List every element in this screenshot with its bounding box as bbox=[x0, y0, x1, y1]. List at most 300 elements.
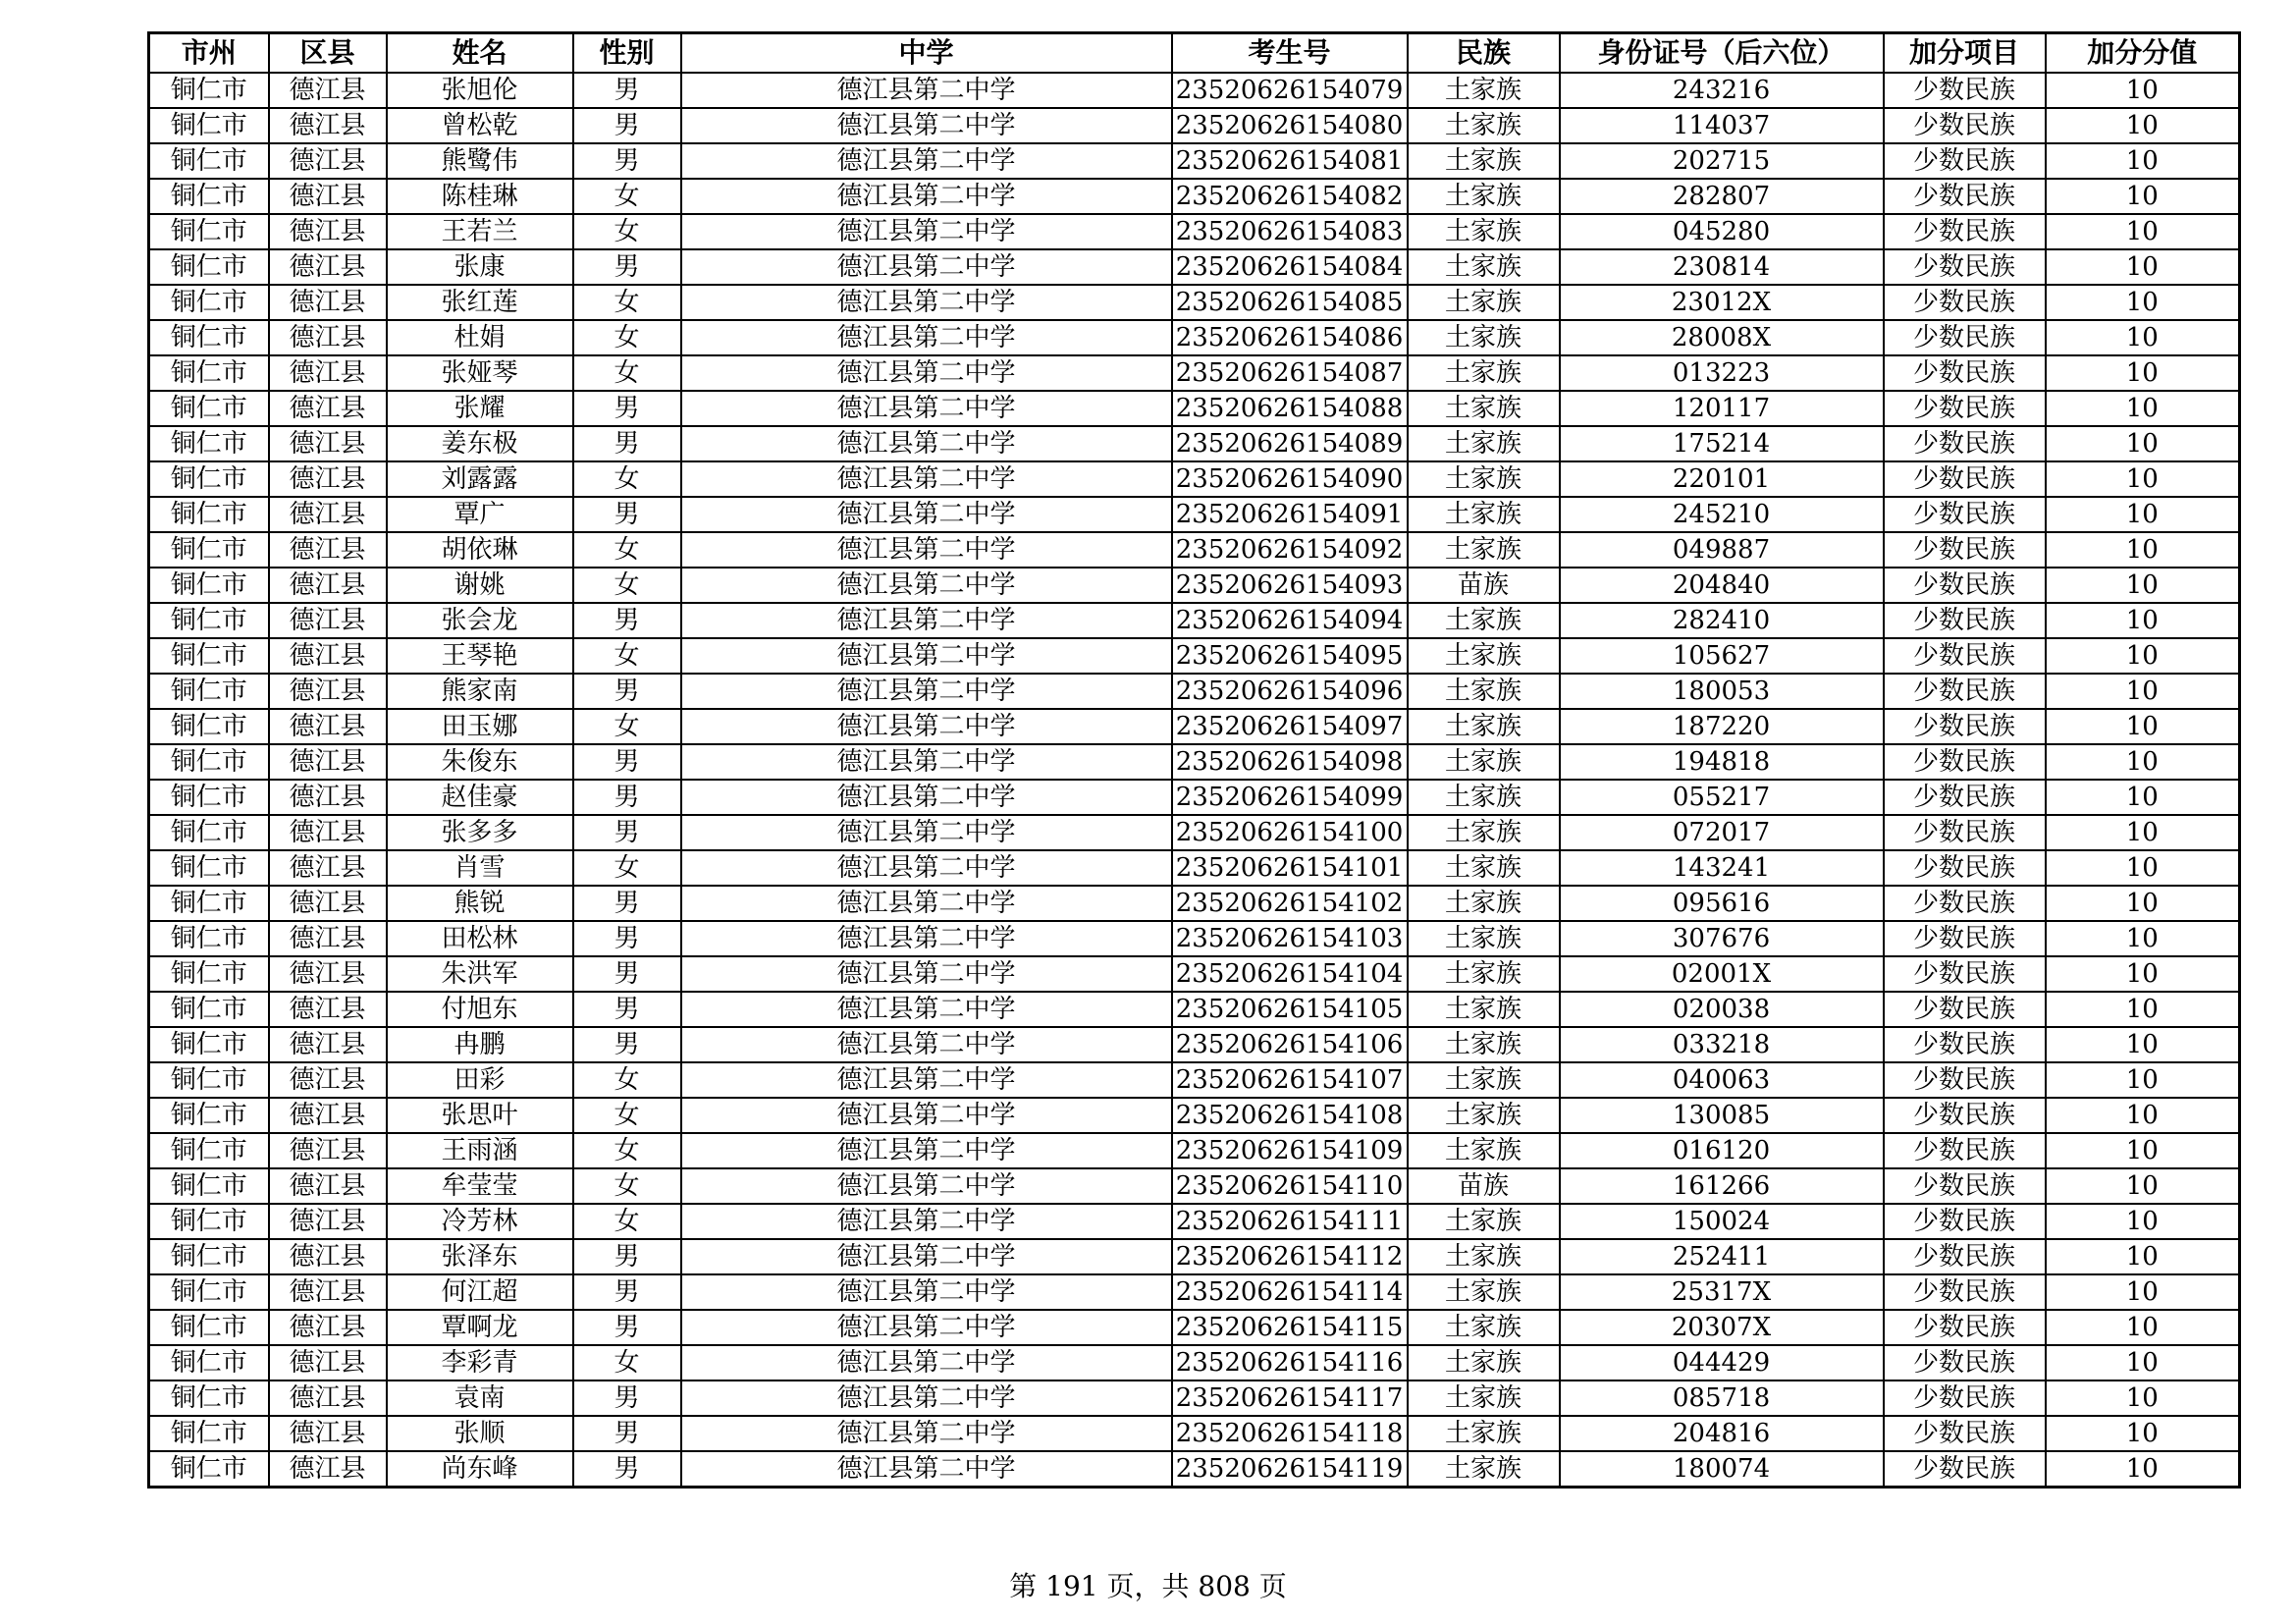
cell-name: 张旭伦 bbox=[387, 73, 573, 108]
cell-name: 杜娟 bbox=[387, 320, 573, 355]
cell-bonus-item: 少数民族 bbox=[1884, 497, 2046, 532]
cell-exam-number: 23520626154091 bbox=[1172, 497, 1408, 532]
cell-ethnicity: 土家族 bbox=[1408, 780, 1560, 815]
header-row bbox=[149, 33, 2240, 74]
cell-gender: 女 bbox=[573, 214, 681, 249]
cell-name: 田彩 bbox=[387, 1062, 573, 1098]
cell-county: 德江县 bbox=[269, 1062, 387, 1098]
header-city: 市州 bbox=[149, 33, 269, 74]
cell-city: 铜仁市 bbox=[149, 638, 269, 674]
cell-ethnicity: 土家族 bbox=[1408, 1380, 1560, 1416]
cell-id-last-six: 072017 bbox=[1560, 815, 1884, 850]
cell-county: 德江县 bbox=[269, 1345, 387, 1380]
cell-county: 德江县 bbox=[269, 143, 387, 179]
cell-bonus-item: 少数民族 bbox=[1884, 461, 2046, 497]
cell-city: 铜仁市 bbox=[149, 320, 269, 355]
cell-city: 铜仁市 bbox=[149, 1062, 269, 1098]
cell-id-last-six: 180053 bbox=[1560, 674, 1884, 709]
table-row bbox=[149, 992, 2240, 1027]
cell-ethnicity: 土家族 bbox=[1408, 674, 1560, 709]
cell-gender: 男 bbox=[573, 744, 681, 780]
cell-gender: 男 bbox=[573, 1416, 681, 1451]
table-row bbox=[149, 780, 2240, 815]
cell-school: 德江县第二中学 bbox=[681, 214, 1172, 249]
cell-city: 铜仁市 bbox=[149, 1380, 269, 1416]
cell-school: 德江县第二中学 bbox=[681, 1098, 1172, 1133]
cell-exam-number: 23520626154093 bbox=[1172, 568, 1408, 603]
cell-bonus-value: 10 bbox=[2046, 744, 2240, 780]
cell-bonus-value: 10 bbox=[2046, 1345, 2240, 1380]
cell-county: 德江县 bbox=[269, 744, 387, 780]
cell-city: 铜仁市 bbox=[149, 1239, 269, 1274]
cell-county: 德江县 bbox=[269, 391, 387, 426]
cell-id-last-six: 055217 bbox=[1560, 780, 1884, 815]
cell-id-last-six: 095616 bbox=[1560, 886, 1884, 921]
cell-id-last-six: 013223 bbox=[1560, 355, 1884, 391]
cell-exam-number: 23520626154104 bbox=[1172, 956, 1408, 992]
cell-id-last-six: 204840 bbox=[1560, 568, 1884, 603]
header-name: 姓名 bbox=[387, 33, 573, 74]
cell-bonus-item: 少数民族 bbox=[1884, 921, 2046, 956]
cell-school: 德江县第二中学 bbox=[681, 744, 1172, 780]
cell-ethnicity: 土家族 bbox=[1408, 355, 1560, 391]
cell-name: 熊鹭伟 bbox=[387, 143, 573, 179]
cell-gender: 男 bbox=[573, 497, 681, 532]
header-school: 中学 bbox=[681, 33, 1172, 74]
cell-id-last-six: 252411 bbox=[1560, 1239, 1884, 1274]
cell-bonus-item: 少数民族 bbox=[1884, 1345, 2046, 1380]
cell-city: 铜仁市 bbox=[149, 886, 269, 921]
cell-ethnicity: 土家族 bbox=[1408, 1274, 1560, 1310]
cell-id-last-six: 230814 bbox=[1560, 249, 1884, 285]
table-row bbox=[149, 179, 2240, 214]
cell-gender: 女 bbox=[573, 568, 681, 603]
cell-bonus-value: 10 bbox=[2046, 603, 2240, 638]
cell-city: 铜仁市 bbox=[149, 214, 269, 249]
cell-school: 德江县第二中学 bbox=[681, 1310, 1172, 1345]
cell-county: 德江县 bbox=[269, 956, 387, 992]
cell-bonus-value: 10 bbox=[2046, 886, 2240, 921]
cell-bonus-item: 少数民族 bbox=[1884, 1062, 2046, 1098]
cell-ethnicity: 土家族 bbox=[1408, 638, 1560, 674]
cell-bonus-value: 10 bbox=[2046, 709, 2240, 744]
cell-school: 德江县第二中学 bbox=[681, 568, 1172, 603]
cell-bonus-item: 少数民族 bbox=[1884, 249, 2046, 285]
header-gender: 性别 bbox=[573, 33, 681, 74]
cell-school: 德江县第二中学 bbox=[681, 143, 1172, 179]
cell-city: 铜仁市 bbox=[149, 815, 269, 850]
cell-id-last-six: 282410 bbox=[1560, 603, 1884, 638]
cell-name: 张耀 bbox=[387, 391, 573, 426]
table-row bbox=[149, 1451, 2240, 1488]
cell-id-last-six: 085718 bbox=[1560, 1380, 1884, 1416]
cell-school: 德江县第二中学 bbox=[681, 1380, 1172, 1416]
cell-city: 铜仁市 bbox=[149, 1027, 269, 1062]
cell-gender: 男 bbox=[573, 780, 681, 815]
cell-bonus-value: 10 bbox=[2046, 426, 2240, 461]
cell-gender: 男 bbox=[573, 73, 681, 108]
cell-ethnicity: 土家族 bbox=[1408, 1345, 1560, 1380]
cell-name: 朱俊东 bbox=[387, 744, 573, 780]
cell-name: 张会龙 bbox=[387, 603, 573, 638]
cell-county: 德江县 bbox=[269, 992, 387, 1027]
cell-school: 德江县第二中学 bbox=[681, 249, 1172, 285]
cell-gender: 男 bbox=[573, 886, 681, 921]
cell-bonus-value: 10 bbox=[2046, 1416, 2240, 1451]
cell-county: 德江县 bbox=[269, 1451, 387, 1488]
header-exam-number: 考生号 bbox=[1172, 33, 1408, 74]
cell-name: 付旭东 bbox=[387, 992, 573, 1027]
table-row bbox=[149, 1062, 2240, 1098]
cell-school: 德江县第二中学 bbox=[681, 355, 1172, 391]
cell-county: 德江县 bbox=[269, 1310, 387, 1345]
cell-id-last-six: 23012X bbox=[1560, 285, 1884, 320]
cell-bonus-item: 少数民族 bbox=[1884, 355, 2046, 391]
cell-name: 熊家南 bbox=[387, 674, 573, 709]
cell-school: 德江县第二中学 bbox=[681, 1239, 1172, 1274]
cell-school: 德江县第二中学 bbox=[681, 921, 1172, 956]
cell-city: 铜仁市 bbox=[149, 179, 269, 214]
cell-name: 赵佳豪 bbox=[387, 780, 573, 815]
cell-county: 德江县 bbox=[269, 1098, 387, 1133]
cell-id-last-six: 020038 bbox=[1560, 992, 1884, 1027]
cell-gender: 女 bbox=[573, 638, 681, 674]
cell-id-last-six: 040063 bbox=[1560, 1062, 1884, 1098]
cell-gender: 男 bbox=[573, 108, 681, 143]
cell-exam-number: 23520626154088 bbox=[1172, 391, 1408, 426]
cell-bonus-item: 少数民族 bbox=[1884, 886, 2046, 921]
cell-county: 德江县 bbox=[269, 780, 387, 815]
cell-bonus-item: 少数民族 bbox=[1884, 426, 2046, 461]
cell-exam-number: 23520626154115 bbox=[1172, 1310, 1408, 1345]
cell-ethnicity: 土家族 bbox=[1408, 214, 1560, 249]
cell-county: 德江县 bbox=[269, 638, 387, 674]
cell-gender: 女 bbox=[573, 461, 681, 497]
cell-bonus-item: 少数民族 bbox=[1884, 780, 2046, 815]
cell-gender: 男 bbox=[573, 815, 681, 850]
cell-name: 覃啊龙 bbox=[387, 1310, 573, 1345]
cell-id-last-six: 045280 bbox=[1560, 214, 1884, 249]
cell-bonus-item: 少数民族 bbox=[1884, 73, 2046, 108]
cell-bonus-item: 少数民族 bbox=[1884, 1416, 2046, 1451]
cell-exam-number: 23520626154107 bbox=[1172, 1062, 1408, 1098]
cell-bonus-item: 少数民族 bbox=[1884, 1098, 2046, 1133]
cell-exam-number: 23520626154095 bbox=[1172, 638, 1408, 674]
cell-exam-number: 23520626154117 bbox=[1172, 1380, 1408, 1416]
table-row bbox=[149, 1310, 2240, 1345]
cell-school: 德江县第二中学 bbox=[681, 638, 1172, 674]
cell-county: 德江县 bbox=[269, 921, 387, 956]
cell-gender: 男 bbox=[573, 992, 681, 1027]
cell-ethnicity: 土家族 bbox=[1408, 108, 1560, 143]
cell-county: 德江县 bbox=[269, 426, 387, 461]
cell-county: 德江县 bbox=[269, 73, 387, 108]
cell-name: 肖雪 bbox=[387, 850, 573, 886]
cell-ethnicity: 土家族 bbox=[1408, 603, 1560, 638]
cell-id-last-six: 105627 bbox=[1560, 638, 1884, 674]
cell-bonus-item: 少数民族 bbox=[1884, 143, 2046, 179]
header-county: 区县 bbox=[269, 33, 387, 74]
table-row bbox=[149, 921, 2240, 956]
cell-ethnicity: 土家族 bbox=[1408, 1098, 1560, 1133]
cell-city: 铜仁市 bbox=[149, 355, 269, 391]
cell-county: 德江县 bbox=[269, 320, 387, 355]
cell-exam-number: 23520626154114 bbox=[1172, 1274, 1408, 1310]
cell-city: 铜仁市 bbox=[149, 108, 269, 143]
cell-ethnicity: 土家族 bbox=[1408, 850, 1560, 886]
table-row bbox=[149, 1345, 2240, 1380]
table-body bbox=[149, 73, 2240, 1488]
cell-county: 德江县 bbox=[269, 850, 387, 886]
cell-gender: 男 bbox=[573, 143, 681, 179]
cell-county: 德江县 bbox=[269, 497, 387, 532]
cell-city: 铜仁市 bbox=[149, 1416, 269, 1451]
cell-gender: 女 bbox=[573, 320, 681, 355]
table-row bbox=[149, 1380, 2240, 1416]
cell-bonus-value: 10 bbox=[2046, 815, 2240, 850]
cell-name: 张娅琴 bbox=[387, 355, 573, 391]
cell-gender: 女 bbox=[573, 1345, 681, 1380]
cell-name: 袁南 bbox=[387, 1380, 573, 1416]
cell-exam-number: 23520626154111 bbox=[1172, 1204, 1408, 1239]
cell-bonus-item: 少数民族 bbox=[1884, 1133, 2046, 1168]
table-row bbox=[149, 1098, 2240, 1133]
cell-id-last-six: 245210 bbox=[1560, 497, 1884, 532]
cell-bonus-value: 10 bbox=[2046, 921, 2240, 956]
cell-city: 铜仁市 bbox=[149, 1345, 269, 1380]
cell-ethnicity: 土家族 bbox=[1408, 391, 1560, 426]
cell-school: 德江县第二中学 bbox=[681, 850, 1172, 886]
cell-bonus-value: 10 bbox=[2046, 850, 2240, 886]
cell-city: 铜仁市 bbox=[149, 568, 269, 603]
page-number: 第 191 页，共 808 页 bbox=[1009, 1570, 1287, 1602]
cell-ethnicity: 土家族 bbox=[1408, 497, 1560, 532]
cell-exam-number: 23520626154108 bbox=[1172, 1098, 1408, 1133]
cell-gender: 男 bbox=[573, 603, 681, 638]
cell-bonus-value: 10 bbox=[2046, 1239, 2240, 1274]
cell-gender: 女 bbox=[573, 1168, 681, 1204]
cell-county: 德江县 bbox=[269, 603, 387, 638]
cell-bonus-value: 10 bbox=[2046, 1062, 2240, 1098]
cell-bonus-item: 少数民族 bbox=[1884, 1451, 2046, 1488]
table-row bbox=[149, 568, 2240, 603]
cell-name: 张康 bbox=[387, 249, 573, 285]
cell-ethnicity: 土家族 bbox=[1408, 532, 1560, 568]
cell-school: 德江县第二中学 bbox=[681, 674, 1172, 709]
cell-id-last-six: 194818 bbox=[1560, 744, 1884, 780]
cell-bonus-value: 10 bbox=[2046, 143, 2240, 179]
cell-bonus-value: 10 bbox=[2046, 497, 2240, 532]
cell-city: 铜仁市 bbox=[149, 532, 269, 568]
cell-name: 王琴艳 bbox=[387, 638, 573, 674]
cell-bonus-item: 少数民族 bbox=[1884, 320, 2046, 355]
cell-ethnicity: 土家族 bbox=[1408, 1310, 1560, 1345]
cell-county: 德江县 bbox=[269, 108, 387, 143]
cell-city: 铜仁市 bbox=[149, 1310, 269, 1345]
cell-ethnicity: 土家族 bbox=[1408, 1133, 1560, 1168]
cell-id-last-six: 02001X bbox=[1560, 956, 1884, 992]
cell-exam-number: 23520626154097 bbox=[1172, 709, 1408, 744]
cell-exam-number: 23520626154089 bbox=[1172, 426, 1408, 461]
table-row bbox=[149, 285, 2240, 320]
cell-id-last-six: 202715 bbox=[1560, 143, 1884, 179]
cell-bonus-value: 10 bbox=[2046, 108, 2240, 143]
cell-ethnicity: 土家族 bbox=[1408, 461, 1560, 497]
table-row bbox=[149, 249, 2240, 285]
cell-bonus-value: 10 bbox=[2046, 391, 2240, 426]
cell-school: 德江县第二中学 bbox=[681, 1027, 1172, 1062]
table-row bbox=[149, 1274, 2240, 1310]
cell-school: 德江县第二中学 bbox=[681, 1274, 1172, 1310]
cell-county: 德江县 bbox=[269, 1168, 387, 1204]
cell-bonus-item: 少数民族 bbox=[1884, 214, 2046, 249]
cell-ethnicity: 土家族 bbox=[1408, 1451, 1560, 1488]
cell-exam-number: 23520626154090 bbox=[1172, 461, 1408, 497]
cell-school: 德江县第二中学 bbox=[681, 709, 1172, 744]
table-row bbox=[149, 73, 2240, 108]
cell-gender: 男 bbox=[573, 1239, 681, 1274]
cell-ethnicity: 土家族 bbox=[1408, 73, 1560, 108]
cell-id-last-six: 204816 bbox=[1560, 1416, 1884, 1451]
cell-exam-number: 23520626154085 bbox=[1172, 285, 1408, 320]
cell-bonus-item: 少数民族 bbox=[1884, 391, 2046, 426]
cell-bonus-value: 10 bbox=[2046, 1451, 2240, 1488]
cell-exam-number: 23520626154080 bbox=[1172, 108, 1408, 143]
cell-name: 覃广 bbox=[387, 497, 573, 532]
cell-bonus-value: 10 bbox=[2046, 1168, 2240, 1204]
cell-ethnicity: 土家族 bbox=[1408, 249, 1560, 285]
cell-bonus-value: 10 bbox=[2046, 179, 2240, 214]
cell-bonus-value: 10 bbox=[2046, 1133, 2240, 1168]
cell-name: 冉鹏 bbox=[387, 1027, 573, 1062]
cell-city: 铜仁市 bbox=[149, 1098, 269, 1133]
cell-bonus-item: 少数民族 bbox=[1884, 568, 2046, 603]
cell-gender: 男 bbox=[573, 1310, 681, 1345]
cell-bonus-value: 10 bbox=[2046, 992, 2240, 1027]
cell-id-last-six: 28008X bbox=[1560, 320, 1884, 355]
cell-id-last-six: 161266 bbox=[1560, 1168, 1884, 1204]
cell-gender: 女 bbox=[573, 179, 681, 214]
cell-name: 姜东极 bbox=[387, 426, 573, 461]
cell-school: 德江县第二中学 bbox=[681, 461, 1172, 497]
cell-id-last-six: 180074 bbox=[1560, 1451, 1884, 1488]
cell-bonus-item: 少数民族 bbox=[1884, 603, 2046, 638]
cell-city: 铜仁市 bbox=[149, 1168, 269, 1204]
cell-bonus-value: 10 bbox=[2046, 674, 2240, 709]
table-row bbox=[149, 886, 2240, 921]
cell-city: 铜仁市 bbox=[149, 780, 269, 815]
cell-id-last-six: 049887 bbox=[1560, 532, 1884, 568]
cell-bonus-item: 少数民族 bbox=[1884, 1239, 2046, 1274]
cell-bonus-item: 少数民族 bbox=[1884, 1310, 2046, 1345]
cell-bonus-item: 少数民族 bbox=[1884, 815, 2046, 850]
cell-exam-number: 23520626154112 bbox=[1172, 1239, 1408, 1274]
cell-name: 田玉娜 bbox=[387, 709, 573, 744]
cell-ethnicity: 土家族 bbox=[1408, 992, 1560, 1027]
cell-name: 曾松乾 bbox=[387, 108, 573, 143]
cell-id-last-six: 016120 bbox=[1560, 1133, 1884, 1168]
cell-bonus-item: 少数民族 bbox=[1884, 850, 2046, 886]
bonus-points-table bbox=[147, 31, 2241, 1489]
cell-ethnicity: 土家族 bbox=[1408, 426, 1560, 461]
cell-city: 铜仁市 bbox=[149, 143, 269, 179]
cell-city: 铜仁市 bbox=[149, 391, 269, 426]
cell-school: 德江县第二中学 bbox=[681, 497, 1172, 532]
cell-ethnicity: 土家族 bbox=[1408, 1239, 1560, 1274]
cell-county: 德江县 bbox=[269, 285, 387, 320]
cell-school: 德江县第二中学 bbox=[681, 603, 1172, 638]
cell-county: 德江县 bbox=[269, 214, 387, 249]
cell-ethnicity: 土家族 bbox=[1408, 956, 1560, 992]
table-row bbox=[149, 426, 2240, 461]
cell-bonus-item: 少数民族 bbox=[1884, 992, 2046, 1027]
cell-bonus-value: 10 bbox=[2046, 568, 2240, 603]
cell-name: 张顺 bbox=[387, 1416, 573, 1451]
cell-bonus-value: 10 bbox=[2046, 1098, 2240, 1133]
cell-name: 张思叶 bbox=[387, 1098, 573, 1133]
cell-name: 冷芳林 bbox=[387, 1204, 573, 1239]
cell-bonus-value: 10 bbox=[2046, 285, 2240, 320]
cell-ethnicity: 土家族 bbox=[1408, 1062, 1560, 1098]
cell-bonus-item: 少数民族 bbox=[1884, 709, 2046, 744]
cell-bonus-value: 10 bbox=[2046, 638, 2240, 674]
cell-city: 铜仁市 bbox=[149, 426, 269, 461]
table-row bbox=[149, 532, 2240, 568]
cell-school: 德江县第二中学 bbox=[681, 886, 1172, 921]
cell-gender: 女 bbox=[573, 850, 681, 886]
cell-gender: 女 bbox=[573, 1062, 681, 1098]
cell-id-last-six: 307676 bbox=[1560, 921, 1884, 956]
cell-county: 德江县 bbox=[269, 532, 387, 568]
cell-school: 德江县第二中学 bbox=[681, 179, 1172, 214]
cell-name: 谢姚 bbox=[387, 568, 573, 603]
cell-bonus-value: 10 bbox=[2046, 780, 2240, 815]
cell-bonus-item: 少数民族 bbox=[1884, 1380, 2046, 1416]
cell-exam-number: 23520626154094 bbox=[1172, 603, 1408, 638]
header-bonus-value: 加分分值 bbox=[2046, 33, 2240, 74]
cell-id-last-six: 175214 bbox=[1560, 426, 1884, 461]
cell-school: 德江县第二中学 bbox=[681, 1168, 1172, 1204]
table-row bbox=[149, 1168, 2240, 1204]
table-row bbox=[149, 1027, 2240, 1062]
cell-exam-number: 23520626154086 bbox=[1172, 320, 1408, 355]
cell-school: 德江县第二中学 bbox=[681, 1345, 1172, 1380]
table-row bbox=[149, 391, 2240, 426]
cell-bonus-item: 少数民族 bbox=[1884, 108, 2046, 143]
cell-name: 刘露露 bbox=[387, 461, 573, 497]
table-row bbox=[149, 143, 2240, 179]
cell-name: 熊锐 bbox=[387, 886, 573, 921]
cell-gender: 男 bbox=[573, 1274, 681, 1310]
cell-city: 铜仁市 bbox=[149, 1204, 269, 1239]
cell-school: 德江县第二中学 bbox=[681, 1204, 1172, 1239]
cell-id-last-six: 25317X bbox=[1560, 1274, 1884, 1310]
cell-bonus-item: 少数民族 bbox=[1884, 1204, 2046, 1239]
header-ethnicity: 民族 bbox=[1408, 33, 1560, 74]
cell-ethnicity: 土家族 bbox=[1408, 1204, 1560, 1239]
cell-gender: 男 bbox=[573, 1027, 681, 1062]
cell-bonus-value: 10 bbox=[2046, 1380, 2240, 1416]
cell-exam-number: 23520626154084 bbox=[1172, 249, 1408, 285]
cell-city: 铜仁市 bbox=[149, 603, 269, 638]
cell-school: 德江县第二中学 bbox=[681, 285, 1172, 320]
cell-exam-number: 23520626154087 bbox=[1172, 355, 1408, 391]
cell-county: 德江县 bbox=[269, 815, 387, 850]
cell-school: 德江县第二中学 bbox=[681, 956, 1172, 992]
cell-gender: 女 bbox=[573, 1133, 681, 1168]
cell-bonus-item: 少数民族 bbox=[1884, 1274, 2046, 1310]
cell-id-last-six: 120117 bbox=[1560, 391, 1884, 426]
